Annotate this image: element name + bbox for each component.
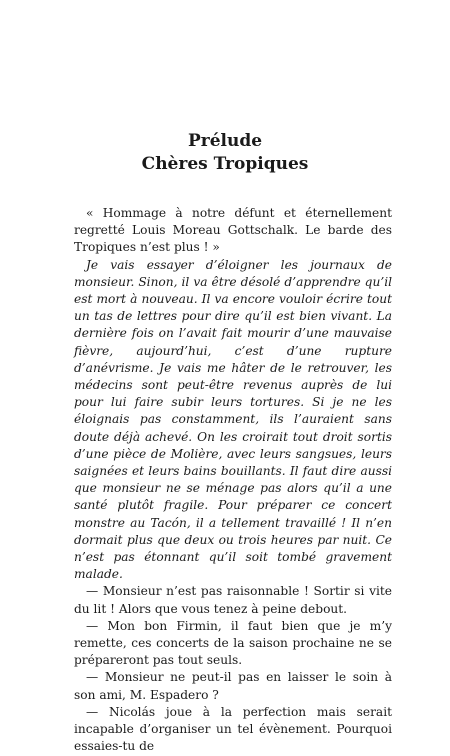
- chapter-title: Prélude: [187, 131, 263, 151]
- paragraph: « Hommage à notre défunt et éternellement regretté Louis Moreau Gottschalk. Le barde des Tropiques n’est plus ! »: [74, 206, 392, 255]
- paragraph: — Mon bon Firmin, il faut bien que je m’y remette, ces concerts de la saison prochaine ne se prépareront pas tout seuls.: [74, 618, 392, 668]
- chapter-subtitle: Chères Tropiques: [141, 154, 309, 174]
- paragraph: — Monsieur n’est pas raisonnable ! Sortir si vite du lit ! Alors que vous tenez à peine debout.: [74, 584, 392, 616]
- paragraph: — Nicolás joue à la perfection mais serait incapable d’organiser un tel évènement. Pourquoi essaies-tu de: [74, 704, 392, 754]
- paragraph: — Monsieur ne peut-il pas en laisser le soin à son ami, M. Espadero ?: [74, 670, 392, 702]
- chapter-heading: [0, 130, 450, 176]
- body-text: [74, 205, 392, 756]
- paragraph-italic-narration: Je vais essayer d’éloigner les journaux de monsieur. Sinon, il va être désolé d’apprendre qu’il est mort à nouveau. Il va encore vouloir écrire tout un tas de lettres pour dire qu’il est bien vivant. La dernière fois on l’avait fait mourir d’une mauvaise fièvre, aujourd’hui, c’est d’une rupture d’anévrisme. Je vais me hâter de le retrouver, les médecins sont peut-être revenus auprès de lui pour lui faire subir leurs tortures. Si je ne les éloignais pas constamment, ils l’auraient sans doute déjà achevé. On les croirait tout droit sortis d’une pièce de Molière, avec leurs sangsues, leurs saignées et leurs bains bouillants. Il faut dire aussi que monsieur ne se ménage pas alors qu’il a une santé plutôt fragile. Pour préparer ce concert monstre au Tacón, il a tellement travaillé ! Il n’en dormait plus que deux ou trois heures par nuit. Ce n’est pas étonnant qu’il soit tombé gravement malade.: [74, 257, 392, 582]
